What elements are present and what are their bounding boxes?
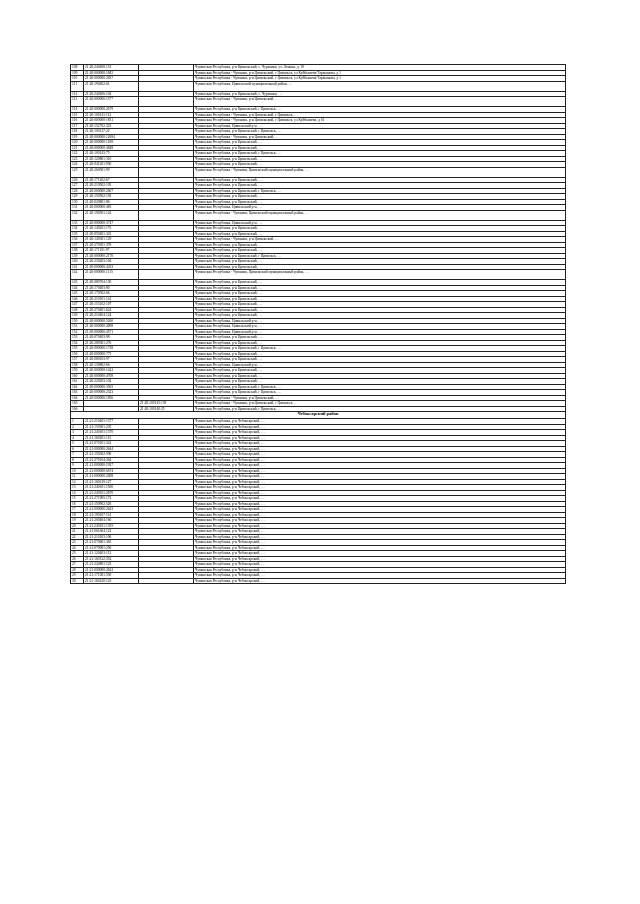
row-number-cell: 11 — [71, 474, 84, 480]
cadastral-number-cell: 21:21:171001:550 — [84, 573, 139, 579]
address-cell: Чувашская Республика, Цивильский р-н, … — [194, 318, 566, 324]
row-number-cell: 150 — [71, 318, 84, 324]
row-number-cell: 17 — [71, 507, 84, 513]
cadastral-number-cell: 21:20:270501:378 — [84, 242, 139, 248]
cadastral-number-cell: 21:20:220203:102 — [84, 379, 139, 385]
address-cell: Чувашская Республика, р-н Цивильский, … — [194, 280, 566, 286]
cadastral-number-cell: 21:20:000000:483 — [84, 205, 139, 211]
row-number-cell: 149 — [71, 313, 84, 319]
cadastral-number-cell: 21:20:240406:102 — [84, 91, 139, 97]
cadastral-number-cell: 21:20:000000:3747 — [84, 220, 139, 226]
address-cell: Чувашская Республика, р-н Чебоксарский, … — [194, 518, 566, 524]
address-cell: Чувашская Республика, р-н Цивильский, … — [194, 313, 566, 319]
row-number-cell: 20 — [71, 523, 84, 529]
cadastral-number-cell: 21:20:000000:12694 — [84, 134, 139, 140]
address-cell: Чувашская Республика, р-н Цивильский, … — [194, 373, 566, 379]
row-number-cell: 123 — [71, 156, 84, 162]
cadastral-number-cell: 21:21:240101:1370 — [84, 430, 139, 436]
row-number-cell: 121 — [71, 145, 84, 151]
address-cell: Чувашская Республика, р-н Цивильский, г Цивильск, … — [194, 107, 566, 113]
cadastral-number-cell: 21:21:150902:526 — [84, 501, 139, 507]
address-cell: Чувашская Республика, Цивильский муниципальный район, … — [194, 81, 566, 91]
address-cell: Чувашская Республика, р-н Цивильский, г Цивильск, … — [194, 390, 566, 396]
row-number-cell: 130 — [71, 199, 84, 205]
address-cell: Чувашская Республика, р-н Цивильский, … — [194, 357, 566, 363]
address-cell: Чувашская Республика, р-н Чебоксарский, … — [194, 573, 566, 579]
address-cell: Чувашская Республика - Чувашия, р-н Цивильский, г Цивильск, ул Куйбышева, д 16 — [194, 118, 566, 124]
cadastral-number-2-cell — [139, 578, 194, 584]
cadastral-number-cell: 21:20:230203:104 — [84, 259, 139, 265]
cadastral-number-cell: 21:21:150301:235 — [84, 424, 139, 430]
table-row — [71, 81, 566, 91]
row-number-cell: 128 — [71, 188, 84, 194]
row-number-cell: 13 — [71, 485, 84, 491]
address-cell: Чувашская Республика, Цивильский р-н, … — [194, 362, 566, 368]
row-number-cell: 159 — [71, 368, 84, 374]
cadastral-number-cell: 21:20:150502:192 — [84, 194, 139, 200]
cadastral-number-cell: 21:21:240101:1355 — [84, 523, 139, 529]
cadastral-number-cell: 21:20:000000:1738 — [84, 346, 139, 352]
row-number-cell: 126 — [71, 177, 84, 183]
row-number-cell: 157 — [71, 357, 84, 363]
cadastral-number-cell: 21:21:270104:264 — [84, 457, 139, 463]
cadastral-number-cell: 21:20:000000:1831 — [84, 118, 139, 124]
address-cell: Чувашская Республика, р-н Цивильский, … — [194, 183, 566, 189]
address-cell: Чувашская Республика, р-н Цивильский, г Цивильск, … — [194, 129, 566, 135]
address-cell: Чувашская Республика, р-н Цивильский, … — [194, 242, 566, 248]
row-number-cell: 124 — [71, 162, 84, 168]
cadastral-number-cell: 21:20:080704:130 — [84, 280, 139, 286]
address-cell: Чувашская Республика, р-н Чебоксарский, … — [194, 485, 566, 491]
row-number-cell: 146 — [71, 296, 84, 302]
table-row — [71, 97, 566, 107]
cadastral-number-cell: 21:20:000000:2837 — [84, 76, 139, 82]
cadastral-number-cell: 21:20:000000:1115 — [84, 270, 139, 280]
row-number-cell: 26 — [71, 556, 84, 562]
address-cell: Чувашская Республика, р-н Чебоксарский, … — [194, 424, 566, 430]
row-number-cell: 25 — [71, 551, 84, 557]
cadastral-number-cell: 21:21:000000:2643 — [84, 507, 139, 513]
address-cell: Чувашская Республика, р-н Цивильский, … — [194, 335, 566, 341]
cadastral-number-cell: 21:20:000000:2323 — [84, 390, 139, 396]
address-cell: Чувашская Республика, р-н Цивильский, … — [194, 264, 566, 270]
address-cell: Чувашская Республика, р-н Цивильский, … — [194, 307, 566, 313]
cadastral-number-cell: 21:20:170403:80 — [84, 285, 139, 291]
row-number-cell: 8 — [71, 457, 84, 463]
row-number-cell: 7 — [71, 452, 84, 458]
address-cell: Чувашская Республика - Чувашия, Цивильский муниципальный район, … — [194, 210, 566, 220]
row-number-cell: 141 — [71, 264, 84, 270]
row-number-cell: 1 — [71, 419, 84, 425]
row-number-cell: 109 — [71, 70, 84, 76]
row-number-cell: 156 — [71, 351, 84, 357]
cadastral-number-2-cell — [139, 270, 194, 280]
address-cell: Чувашская Республика, р-н Чебоксарский, … — [194, 529, 566, 535]
cadastral-number-cell: 21:20:140201:175 — [84, 226, 139, 232]
address-cell: Чувашская Республика, р-н Цивильский, … — [194, 231, 566, 237]
row-number-cell: 147 — [71, 302, 84, 308]
cadastral-number-cell: 21:21:000000:2622 — [84, 567, 139, 573]
row-number-cell: 129 — [71, 194, 84, 200]
address-cell: Чувашская Республика, р-н Цивильский, … — [194, 291, 566, 297]
cadastral-number-cell: 21:21:000000:1927 — [84, 463, 139, 469]
address-cell: Чувашская Республика, р-н Чебоксарский, … — [194, 446, 566, 452]
cadastral-number-cell: 21:21:160201:115 — [84, 435, 139, 441]
row-number-cell: 115 — [71, 112, 84, 118]
cadastral-number-cell: 21:20:280301:276 — [84, 340, 139, 346]
cadastral-number-cell: 21:20:130802:66 — [84, 362, 139, 368]
cadastral-number-cell: 21:20:000000:4571 — [84, 329, 139, 335]
cadastral-number-cell: 21:21:244801:123 — [84, 562, 139, 568]
cadastral-number-cell: 21:20:070403:98 — [84, 335, 139, 341]
row-number-cell: 137 — [71, 242, 84, 248]
row-number-cell: 154 — [71, 340, 84, 346]
row-number-cell: 2 — [71, 424, 84, 430]
address-cell: Чувашская Республика, р-н Цивильский, г Цивильск, … — [194, 346, 566, 352]
address-cell: Чувашская Республика - Чувашия, р-н Цивильский, … — [194, 237, 566, 243]
cadastral-number-cell: 21:20:000000:1845 — [84, 70, 139, 76]
cadastral-number-cell: 21:20:152702:323 — [84, 123, 139, 129]
row-number-cell: 162 — [71, 384, 84, 390]
address-cell: Чувашская Республика, р-н Цивильский, с. Чурачики, … — [194, 91, 566, 97]
address-cell: Чувашская Республика, р-н Чебоксарский, … — [194, 463, 566, 469]
cadastral-number-cell: 21:20:171202:67 — [84, 177, 139, 183]
cadastral-number-cell: 21:21:000000:2408 — [84, 474, 139, 480]
row-number-cell: 164 — [71, 395, 84, 401]
address-cell: Чувашская Республика, Цивильский р-н, … — [194, 324, 566, 330]
address-cell: Чувашская Республика, р-н Цивильский, … — [194, 248, 566, 254]
cadastral-number-cell: 21:21:061604:122 — [84, 529, 139, 535]
document-page — [70, 64, 566, 584]
cadastral-number-cell: 21:21:160129:127 — [84, 479, 139, 485]
row-number-cell: 125 — [71, 167, 84, 177]
address-cell: Чувашская Республика, р-н Цивильский, г Цивильск, … — [194, 406, 566, 412]
row-number-cell: 131 — [71, 205, 84, 211]
address-cell: Чувашская Республика, р-н Цивильский, … — [194, 145, 566, 151]
cadastral-number-cell: 21:21:150302:590 — [84, 452, 139, 458]
row-number-cell: 165 — [71, 401, 84, 407]
address-cell: Чувашская Республика, р-н Чебоксарский, … — [194, 468, 566, 474]
address-cell: Чувашская Республика, р-н Цивильский, г Цивильск, … — [194, 384, 566, 390]
row-number-cell: 158 — [71, 362, 84, 368]
cadastral-number-2-cell — [139, 210, 194, 220]
cadastral-number-cell: 21:21:070601:365 — [84, 540, 139, 546]
address-cell: Чувашская Республика - Чувашия, р-н Цивильский, … — [194, 97, 566, 107]
row-number-cell: 138 — [71, 248, 84, 254]
address-cell: Чувашская Республика, р-н Цивильский, … — [194, 177, 566, 183]
cadastral-number-cell: 21:21:070901:256 — [84, 545, 139, 551]
cadastral-number-cell: 21:20:000000:775 — [84, 351, 139, 357]
row-number-cell: 14 — [71, 490, 84, 496]
district2-rows — [71, 419, 566, 584]
row-number-cell: 9 — [71, 463, 84, 469]
cadastral-number-cell: 21:21:070101:322 — [84, 441, 139, 447]
row-number-cell: 118 — [71, 129, 84, 135]
cadastral-number-cell: 21:21:240101:2670 — [84, 490, 139, 496]
address-cell: Чувашская Республика - Чувашия, р-н Цивильский, г Цивильск, ул Куйбышева/Тараканова, д 1 — [194, 76, 566, 82]
address-cell: Чувашская Республика, р-н Цивильский, … — [194, 226, 566, 232]
address-cell: Чувашская Республика, р-н Цивильский, с. Чурачики, ул. Ленина, д. 19 — [194, 65, 566, 71]
cadastral-number-cell: 21:20:000000:1577 — [84, 97, 139, 107]
section-header-row — [71, 412, 566, 419]
address-cell: Чувашская Республика, Цивильский р-н, … — [194, 329, 566, 335]
row-number-cell: 163 — [71, 390, 84, 396]
cadastral-number-cell: 21:21:240101:1500 — [84, 485, 139, 491]
address-cell: Чувашская Республика, р-н Чебоксарский, … — [194, 551, 566, 557]
address-cell: Чувашская Республика - Чувашия, р-н Цивильский, г Цивильск, … — [194, 112, 566, 118]
cadastral-number-cell: 21:20:000000:2170 — [84, 253, 139, 259]
row-number-cell: 113 — [71, 97, 84, 107]
cadastral-number-cell: 21:21:160220:123 — [84, 578, 139, 584]
row-number-cell: 27 — [71, 562, 84, 568]
table-row — [71, 578, 566, 584]
address-cell: Чувашская Республика - Чувашия, р-н Цивильский, г Цивильск, ул Куйбышева/Тараканова, д 1 — [194, 70, 566, 76]
address-cell: Чувашская Республика, р-н Цивильский, г Цивильск, … — [194, 151, 566, 157]
row-number-cell: 12 — [71, 479, 84, 485]
cadastral-number-cell: 21:20:100127:22 — [84, 129, 139, 135]
cadastral-number-cell: 21:20:000000:4848 — [84, 145, 139, 151]
cadastral-number-cell: 21:20:000000:4708 — [84, 373, 139, 379]
address-cell: Чувашская Республика, р-н Чебоксарский, … — [194, 435, 566, 441]
address-cell: Чувашская Республика, р-н Чебоксарский, … — [194, 430, 566, 436]
cadastral-number-cell: 21:21:210401:1377 — [84, 419, 139, 425]
address-cell: Чувашская Республика, Цивильский р-н, … — [194, 123, 566, 129]
cadastral-number-cell: 21:21:210103:106 — [84, 534, 139, 540]
cadastral-number-cell: 21:20:000000:1188 — [84, 140, 139, 146]
address-cell: Чувашская Республика, р-н Цивильский, … — [194, 296, 566, 302]
row-number-cell: 166 — [71, 406, 84, 412]
cadastral-number-cell: 21:20:210404:124 — [84, 313, 139, 319]
district1-rows — [71, 65, 566, 412]
cadastral-number-2-cell — [139, 97, 194, 107]
row-number-cell: 133 — [71, 220, 84, 226]
cadastral-number-cell: 21:20:170502:66 — [84, 291, 139, 297]
cadastral-number-cell: 21:21:160122:352 — [84, 556, 139, 562]
row-number-cell: 135 — [71, 231, 84, 237]
cadastral-number-cell: 21:20:000000:4433 — [84, 264, 139, 270]
address-cell: Чувашская Республика, р-н Цивильский, … — [194, 285, 566, 291]
address-cell: Чувашская Республика, р-н Цивильский, … — [194, 156, 566, 162]
row-number-cell: 122 — [71, 151, 84, 157]
row-number-cell: 160 — [71, 373, 84, 379]
address-cell: Чувашская Республика, р-н Чебоксарский, … — [194, 567, 566, 573]
cadastral-number-cell: 21:20:020801:86 — [84, 199, 139, 205]
cadastral-number-cell: 21:20:100141:112 — [84, 112, 139, 118]
cadastral-number-cell: 21:21:200404:160 — [84, 518, 139, 524]
address-cell: Чувашская Республика, р-н Цивильский, … — [194, 194, 566, 200]
row-number-cell: 5 — [71, 441, 84, 447]
cadastral-number-cell: 21:21:271905:172 — [84, 496, 139, 502]
row-number-cell: 6 — [71, 446, 84, 452]
address-cell: Чувашская Республика, р-н Чебоксарский, … — [194, 419, 566, 425]
row-number-cell: 22 — [71, 534, 84, 540]
row-number-cell: 15 — [71, 496, 84, 502]
parcel-table — [70, 64, 566, 584]
cadastral-number-cell: 21:20:000000:5260 — [84, 318, 139, 324]
row-number-cell: 108 — [71, 65, 84, 71]
row-number-cell: 143 — [71, 280, 84, 286]
row-number-cell: 112 — [71, 91, 84, 97]
row-number-cell: 23 — [71, 540, 84, 546]
row-number-cell: 134 — [71, 226, 84, 232]
row-number-cell: 10 — [71, 468, 84, 474]
row-number-cell: 153 — [71, 335, 84, 341]
address-cell: Чувашская Республика, р-н Чебоксарский, … — [194, 507, 566, 513]
row-number-cell: 161 — [71, 379, 84, 385]
cadastral-number-cell: 21:20:041201:930 — [84, 162, 139, 168]
row-number-cell: 120 — [71, 140, 84, 146]
row-number-cell: 152 — [71, 329, 84, 335]
cadastral-number-cell: 21:20:190501:124 — [84, 210, 139, 220]
cadastral-number-2-cell — [139, 167, 194, 177]
row-number-cell: 145 — [71, 291, 84, 297]
row-number-cell: 139 — [71, 253, 84, 259]
cadastral-number-cell: 21:21:190107:114 — [84, 512, 139, 518]
row-number-cell: 21 — [71, 529, 84, 535]
address-cell: Чувашская Республика, р-н Цивильский, … — [194, 162, 566, 168]
cadastral-number-cell: 21:20:140301:129 — [84, 237, 139, 243]
row-number-cell: 18 — [71, 512, 84, 518]
address-cell: Чувашская Республика - Чувашия, Цивильский муниципальный район, … — [194, 270, 566, 280]
address-cell: Чувашская Республика, р-н Чебоксарский, … — [194, 540, 566, 546]
address-cell: Чувашская Республика, р-н Цивильский, г Цивильск, … — [194, 253, 566, 259]
cadastral-number-cell: 21:20:120801:310 — [84, 156, 139, 162]
cadastral-number-cell: 21:20:100143:75 — [84, 151, 139, 157]
cadastral-number-cell: 21:20:000000:3565 — [84, 384, 139, 390]
row-number-cell: 111 — [71, 81, 84, 91]
address-cell: Чувашская Республика - Чувашия, р-н Цивильский, … — [194, 395, 566, 401]
address-cell: Чувашская Республика - Чувашия, р-н Цивильский, г Цивильск, … — [194, 401, 566, 407]
address-cell: Чувашская Республика, р-н Цивильский, … — [194, 368, 566, 374]
cadastral-number-cell: 21:20:080103:97 — [84, 357, 139, 363]
row-number-cell: 155 — [71, 346, 84, 352]
row-number-cell: 29 — [71, 573, 84, 579]
cadastral-number-cell: 21:20:270401:624 — [84, 307, 139, 313]
row-number-cell: 30 — [71, 578, 84, 584]
address-cell: Чувашская Республика, р-н Цивильский, … — [194, 379, 566, 385]
address-cell: Чувашская Республика, р-н Цивильский, … — [194, 199, 566, 205]
cadastral-number-cell: 21:21:120403:112 — [84, 551, 139, 557]
row-number-cell: 119 — [71, 134, 84, 140]
row-number-cell: 151 — [71, 324, 84, 330]
cadastral-number-2-cell — [139, 81, 194, 91]
cadastral-number-cell: 21:21:000000:6674 — [84, 468, 139, 474]
address-cell: Чувашская Республика, р-н Цивильский, … — [194, 351, 566, 357]
cadastral-number-cell: 21:20:240408:153 — [84, 65, 139, 71]
row-number-cell: 116 — [71, 118, 84, 124]
row-number-cell: 24 — [71, 545, 84, 551]
row-number-cell: 114 — [71, 107, 84, 113]
address-cell: Чувашская Республика, р-н Цивильский, … — [194, 259, 566, 265]
cadastral-number-cell: 21:20:000000:2607 — [84, 188, 139, 194]
row-number-cell: 140 — [71, 259, 84, 265]
row-number-cell: 16 — [71, 501, 84, 507]
address-cell: Чувашская Республика, р-н Чебоксарский, … — [194, 452, 566, 458]
cadastral-number-cell: 21:20:050401:341 — [84, 231, 139, 237]
address-cell: Чувашская Республика, р-н Чебоксарский, … — [194, 457, 566, 463]
cadastral-number-cell: 21:20:260501:99 — [84, 167, 139, 177]
row-number-cell: 132 — [71, 210, 84, 220]
address-cell: Чувашская Республика - Чувашия, р-н Цивильский, … — [194, 134, 566, 140]
address-cell: Чувашская Республика, р-н Чебоксарский, … — [194, 479, 566, 485]
row-number-cell: 117 — [71, 123, 84, 129]
cadastral-number-cell: 21:20:171101:97 — [84, 248, 139, 254]
address-cell: Чувашская Республика, р-н Чебоксарский, … — [194, 562, 566, 568]
district2-header — [71, 412, 566, 419]
address-cell: Чувашская Республика - Чувашия, Цивильский муниципальный район, … — [194, 167, 566, 177]
address-cell: Чувашская Республика, р-н Чебоксарский, … — [194, 545, 566, 551]
cadastral-number-cell: 21:21:000000:2644 — [84, 446, 139, 452]
table-row — [71, 270, 566, 280]
row-number-cell: 136 — [71, 237, 84, 243]
cadastral-number-cell: 21:20:210502:103 — [84, 183, 139, 189]
address-cell: Чувашская Республика, р-н Чебоксарский, … — [194, 578, 566, 584]
cadastral-number-cell: 21:20:153102:107 — [84, 302, 139, 308]
table-row — [71, 167, 566, 177]
cadastral-number-cell: 21:20:000000:4098 — [84, 324, 139, 330]
row-number-cell: 110 — [71, 76, 84, 82]
address-cell: Чувашская Республика, р-н Чебоксарский, … — [194, 523, 566, 529]
row-number-cell: 142 — [71, 270, 84, 280]
cadastral-number-2-cell: 21:20:100145:139 — [139, 401, 194, 407]
address-cell: Чувашская Республика, р-н Цивильский, … — [194, 302, 566, 308]
row-number-cell: 3 — [71, 430, 84, 436]
address-cell: Чувашская Республика, Цивильский р-н, … — [194, 220, 566, 226]
cadastral-number-cell: 21:20:000000:2679 — [84, 107, 139, 113]
row-number-cell: 127 — [71, 183, 84, 189]
row-number-cell: 28 — [71, 567, 84, 573]
address-cell: Чувашская Республика, р-н Цивильский, г Цивильск, … — [194, 188, 566, 194]
address-cell: Чувашская Республика, р-н Цивильский, … — [194, 140, 566, 146]
address-cell: Чувашская Республика, р-н Чебоксарский, … — [194, 496, 566, 502]
row-number-cell: 4 — [71, 435, 84, 441]
cadastral-number-cell: 21:20:000000:1856 — [84, 395, 139, 401]
address-cell: Чувашская Республика, р-н Чебоксарский, … — [194, 556, 566, 562]
row-number-cell: 144 — [71, 285, 84, 291]
address-cell: Чувашская Республика, р-н Цивильский, … — [194, 340, 566, 346]
cadastral-number-cell: 21:20:000000:1422 — [84, 368, 139, 374]
table-row — [71, 210, 566, 220]
row-number-cell: 19 — [71, 518, 84, 524]
address-cell: Чувашская Республика, р-н Чебоксарский, … — [194, 441, 566, 447]
cadastral-number-cell: 21:20:210101:141 — [84, 296, 139, 302]
cadastral-number-2-cell: 21:20:100140:25 — [139, 406, 194, 412]
section-title: Чебоксарский район — [71, 412, 566, 419]
row-number-cell: 148 — [71, 307, 84, 313]
address-cell: Чувашская Республика, р-н Чебоксарский, … — [194, 534, 566, 540]
address-cell: Чувашская Республика, Цивильский р-н, … — [194, 205, 566, 211]
cadastral-number-cell: 21:20:190402:61 — [84, 81, 139, 91]
address-cell: Чувашская Республика, р-н Чебоксарский, … — [194, 490, 566, 496]
address-cell: Чувашская Республика, р-н Чебоксарский, … — [194, 474, 566, 480]
address-cell: Чувашская Республика, р-н Чебоксарский, … — [194, 501, 566, 507]
address-cell: Чувашская Республика, р-н Чебоксарский, … — [194, 512, 566, 518]
